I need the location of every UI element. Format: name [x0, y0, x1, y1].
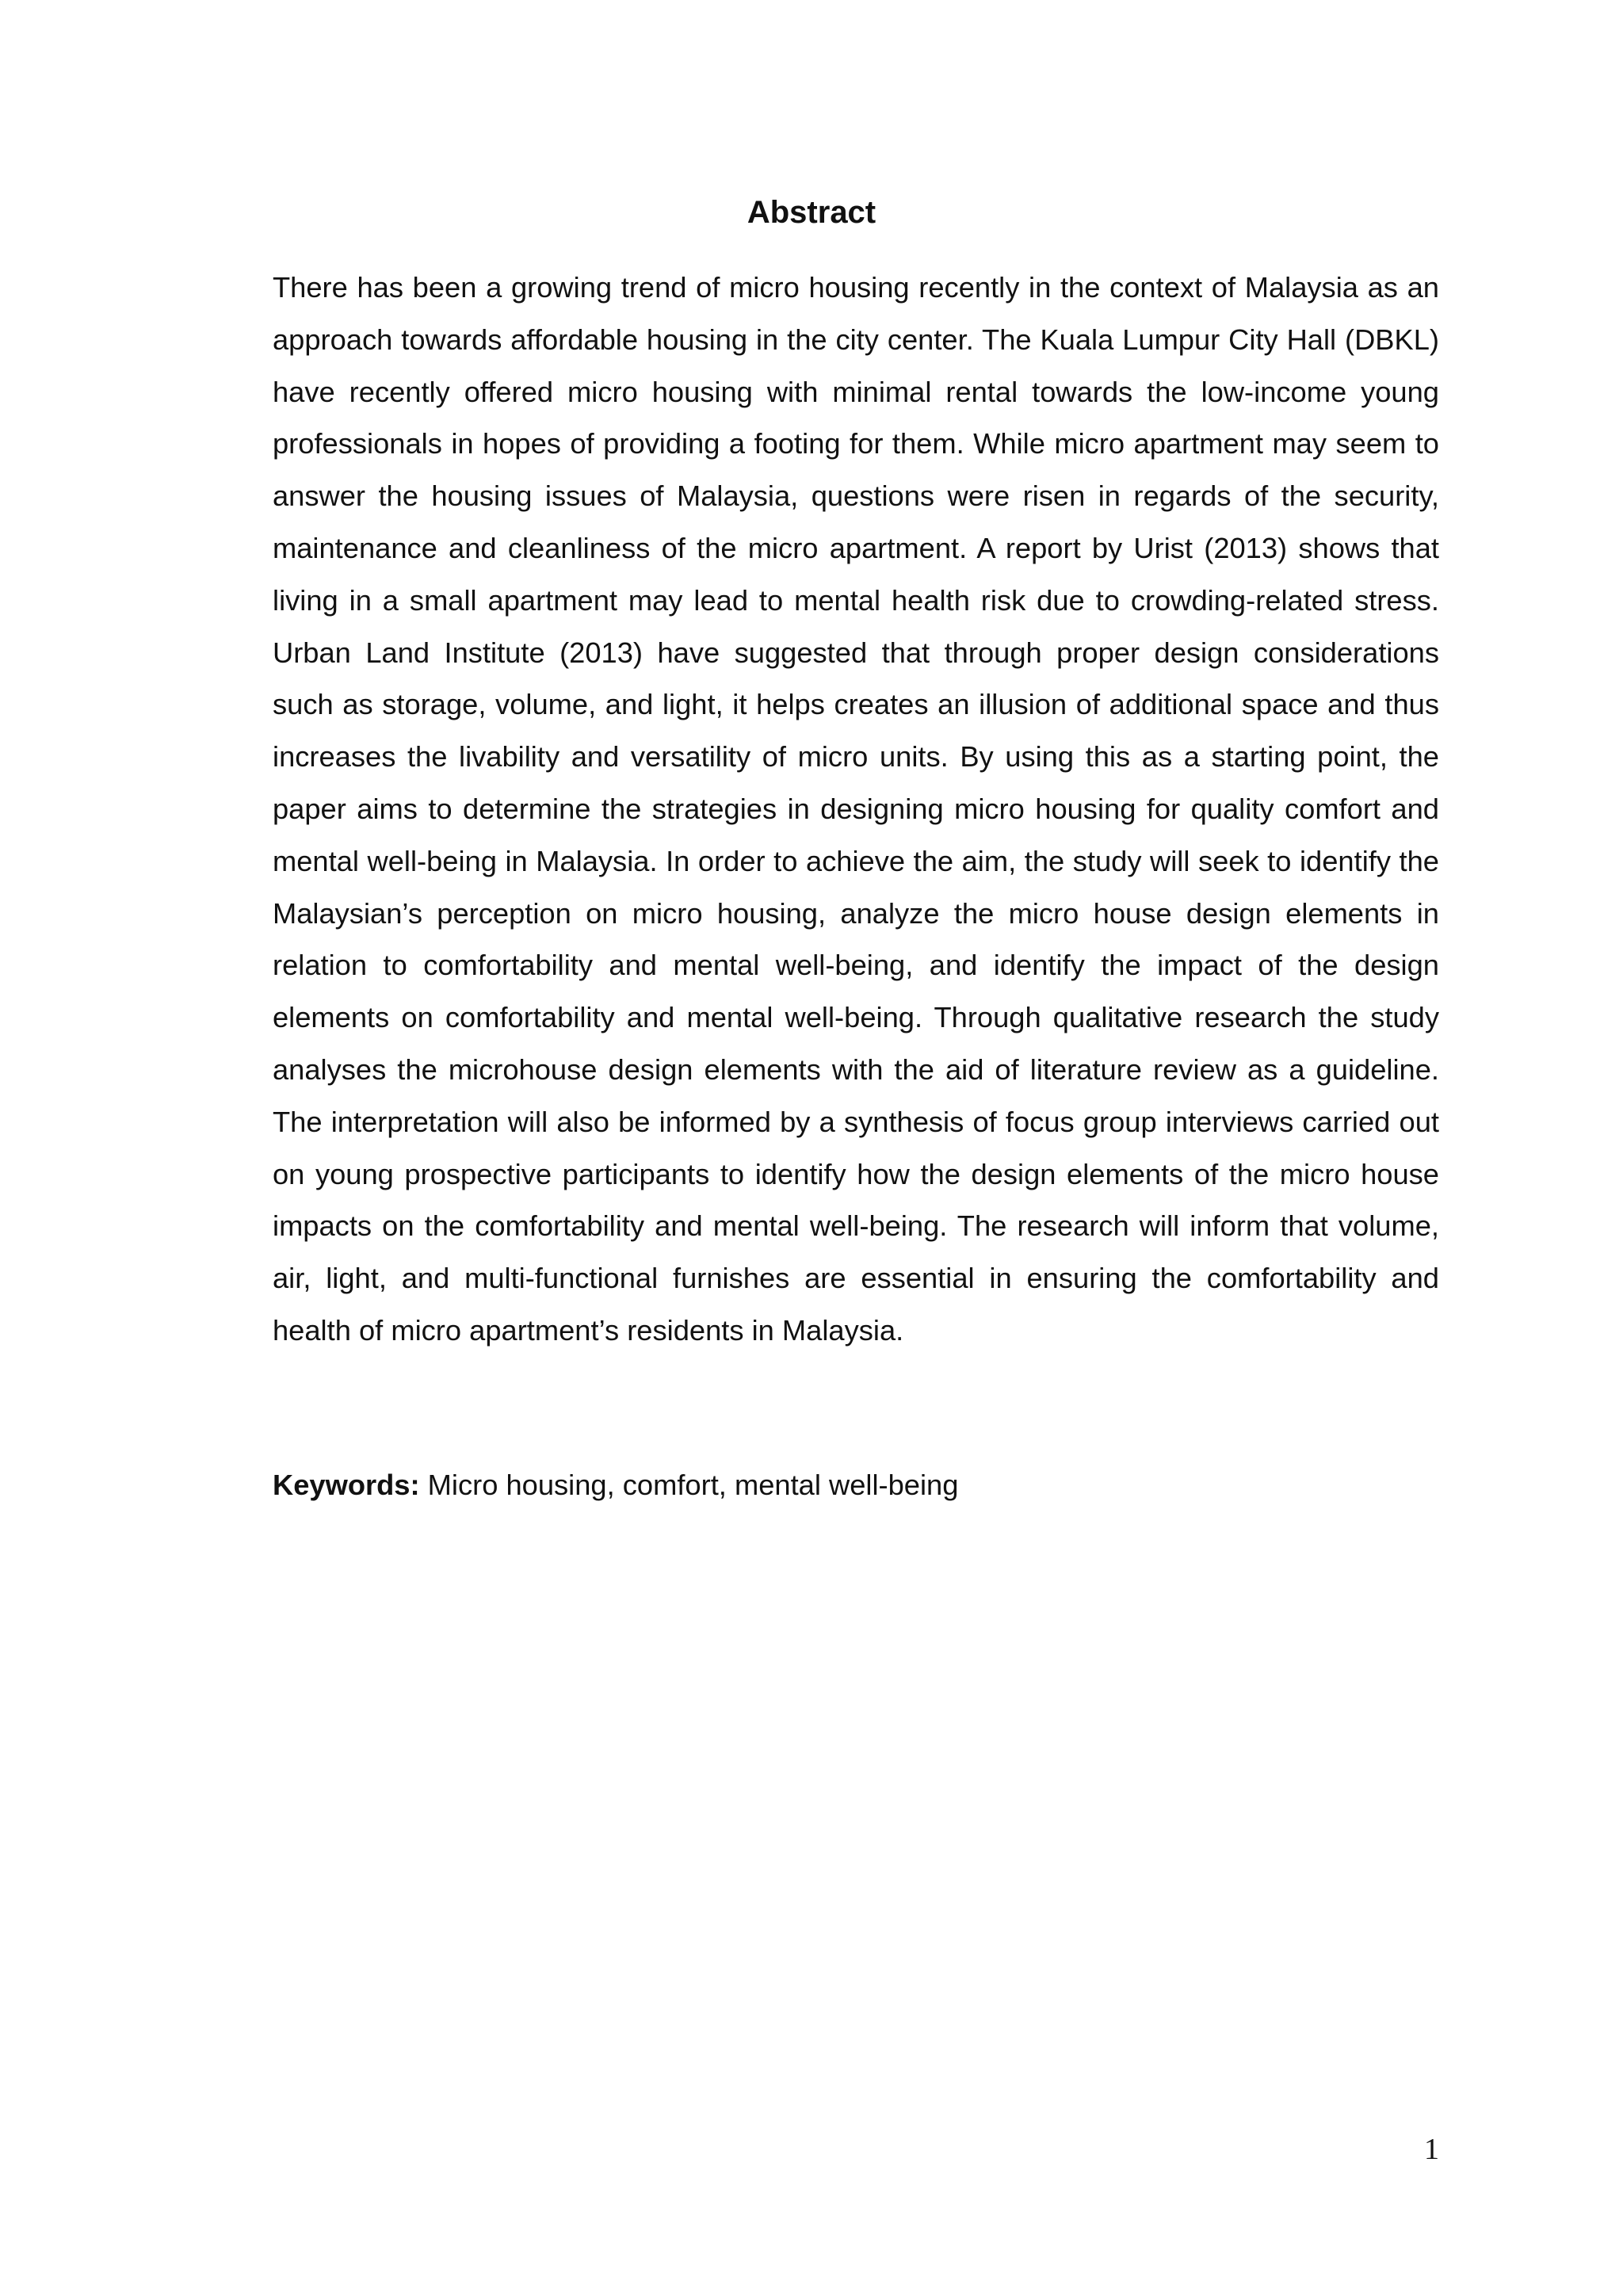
- keywords-text: Micro housing, comfort, mental well-being: [427, 1469, 959, 1501]
- abstract-heading: Abstract: [747, 195, 876, 230]
- abstract-paragraph: There has been a growing trend of micro housing recently in the context of Malaysia as an approach towards affordable housing in the city center. The Kuala Lumpur City Hall (DBKL) have recently offered micro housing with minimal rental towards the low-income young professionals in hopes of providing a footing for them. While micro apartment may seem to answer the housing issues of Malaysia, questions were risen in regards of the security, maintenance and cleanliness of the micro apartment. A report by Urist (2013) shows that living in a small apartment may lead to mental health risk due to crowding-related stress. Urban Land Institute (2013) have suggested that through proper design considerations such as storage, volume, and light, it helps creates an illusion of additional space and thus increases the livability and versatility of micro units. By using this as a starting point, the paper aims to determine the strategies in designing micro housing for quality comfort and mental well-being in Malaysia. In order to achieve the aim, the study will seek to identify the Malaysian’s perception on micro housing, analyze the micro house design elements in relation to comfortability and mental well-being, and identify the impact of the design elements on comfortability and mental well-being. Through qualitative research the study analyses the microhouse design elements with the aid of literature review as a guideline. The interpretation will also be informed by a synthesis of focus group interviews carried out on young prospective participants to identify how the design elements of the micro house impacts on the comfortability and mental well-being. The research will inform that volume, air, light, and multi-functional furnishes are essential in ensuring the comfortability and health of micro apartment’s residents in Malaysia.: [273, 271, 1439, 1347]
- keywords-line: [273, 1460, 1439, 1511]
- keywords-label: Keywords:: [273, 1469, 420, 1501]
- page-number: 1: [1424, 2133, 1439, 2166]
